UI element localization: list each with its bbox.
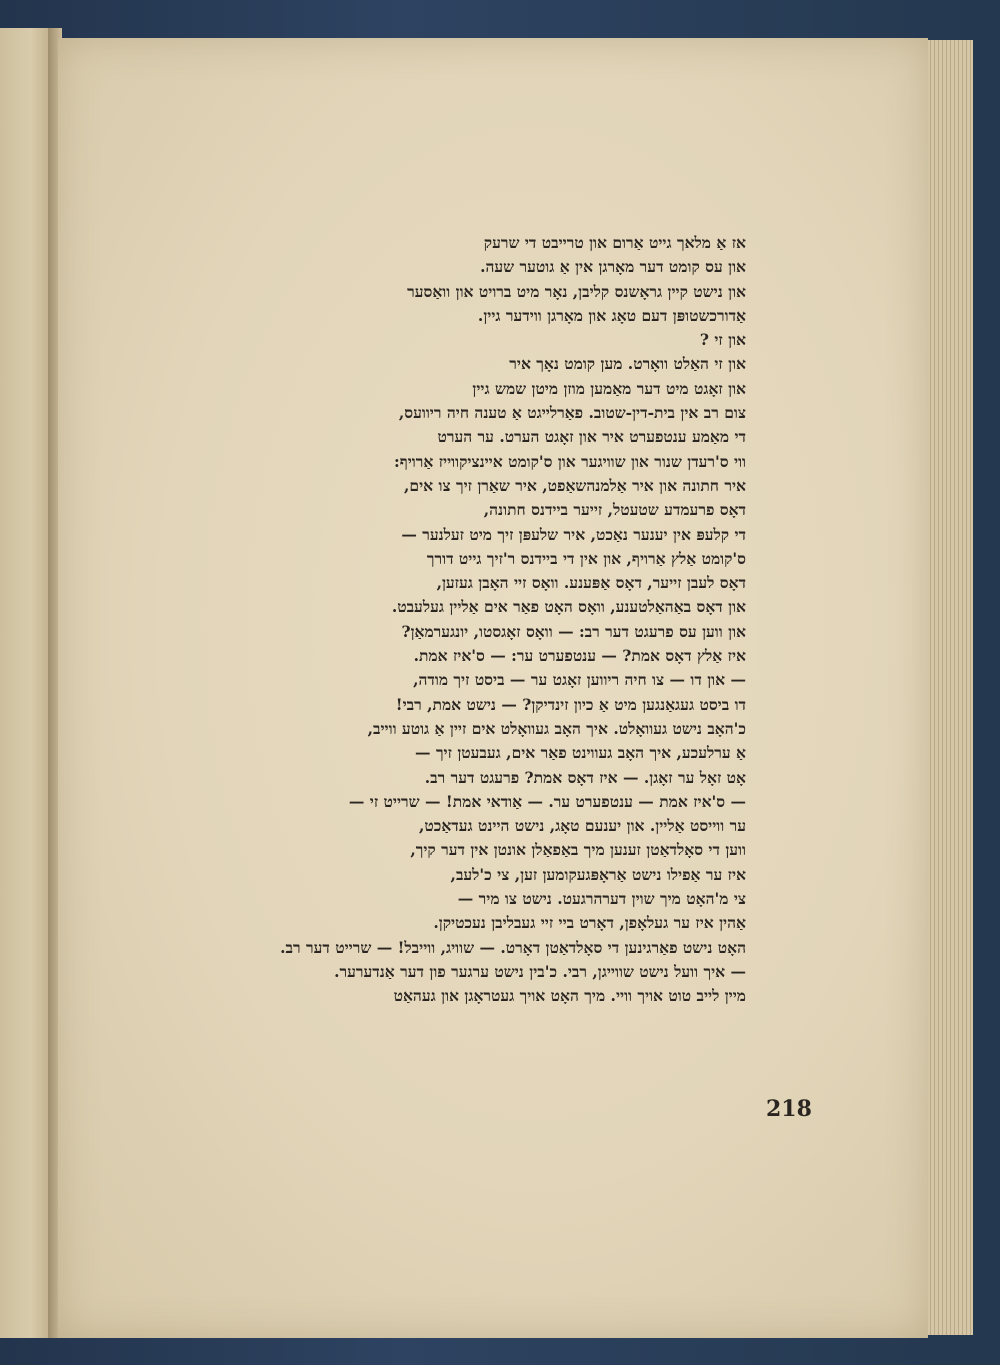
text-line: אַדורכשטופּן דעם טאָג און מאָרגן ווידער גיין.: [477, 305, 746, 325]
left-page-edge: [0, 28, 54, 1338]
text-line: דאָס פרעמדע שטעטל, זייער ביידנס חתונה,: [483, 500, 746, 520]
poem-text-block: [246, 231, 746, 1009]
book-page: [58, 38, 928, 1338]
text-line: אָט זאָל ער זאָגן. — איז דאָס אמת? פרעגט דער רב.: [424, 767, 746, 787]
text-line: אַ ערלעכע, איך האָב געווינט פאַר אים, געבעטן זיך —: [415, 743, 746, 763]
text-line: אז אַ מלאך גייט אַרום און טרייבט די שרעק: [483, 233, 746, 252]
text-line: און נישט קיין גראָשנס קליבן, נאָר מיט ברויט און וואַסער: [407, 281, 746, 301]
text-line: צי מ'האָט מיך שוין דערהרגעט. נישט צו מיר —: [457, 889, 746, 909]
text-line: די קלעפּ אין יענער נאַכט, איר שלעפּן זיך מיט זעלנער —: [401, 524, 746, 544]
text-line: — איך וועל נישט שווייגן, רבי. כ'בין נישט ערגער פון דער אַנדערער.: [334, 961, 746, 981]
text-line: צום רב אין בית-דין-שטוב. פאַרלייגט אַ טענה חיה ריוועס,: [398, 403, 746, 423]
text-line: כ'האָב נישט געוואָלט. איך האָב געוואָלט אים זיין אַ גוטע ווייב,: [367, 718, 746, 738]
text-line: די מאַמע ענטפערט איר און זאָגט הערט. ער הערט: [437, 427, 746, 447]
text-line: און ווען עס פרעגט דער רב: — וואָס זאָגסטו, יונגערמאַן?: [401, 621, 746, 641]
text-line: — און דו — צו חיה ריווען זאָגט ער — ביסט זיך מודה,: [413, 670, 746, 690]
text-line: דו ביסט געגאַנגען מיט אַ כיון זינדיקן? — נישט אמת, רבי!: [395, 694, 746, 714]
page-number: 218: [766, 1096, 812, 1122]
text-line: און דאָס באַהאַלטענע, וואָס האָט פאַר אים אַליין געלעבט.: [391, 597, 746, 617]
text-line: איז ער אַפילו נישט אַראָפּגעקומען זען, צי כ'לעב,: [450, 864, 746, 884]
text-line: ווען די סאָלדאַטן זענען מיך באַפאַלן אונטן אין דער קיך,: [410, 840, 746, 860]
text-line: און זי האַלט וואָרט. מען קומט נאָך איר: [509, 354, 746, 374]
text-line: ווי ס'רעדן שנור און שוויגער און ס'קומט איינציקווייז אַרויף:: [393, 451, 746, 471]
text-line: איר חתונה און איר אַלמנהשאַפט, איר שאַרן זיך צו אים,: [404, 475, 746, 495]
text-line: — ס'איז אמת — ענטפערט ער. — אַודאי אמת! — שרייט זי —: [348, 791, 746, 811]
text-line: מיין לייב טוט אויך וויי. מיך האָט אויך געטראָגן און געהאַט: [393, 986, 746, 1006]
text-line: ס'קומט אַלץ אַרויף, און אין די ביידנס ר'זיך גייט דורך: [426, 548, 746, 568]
text-line: און עס קומט דער מאָרגן אין אַ גוטער שעה.: [480, 257, 746, 277]
text-line: און זאָגט מיט דער מאַמען מוזן מיטן שמש גיין: [472, 378, 746, 398]
text-line: האָט נישט פאַרגינען די סאָלדאַטן דאָרט. — שוויג, ווייבל! — שרייט דער רב.: [280, 937, 746, 957]
text-line: דאָס לעבן זייער, דאָס אַפּענע. וואָס זיי האָבן געזען,: [436, 573, 746, 593]
text-line: און זי ?: [699, 330, 746, 350]
text-line: איז אַלץ דאָס אמת? — ענטפערט ער: — ס'איז אמת.: [413, 646, 746, 666]
text-line: ער ווייסט אַליין. און יענעם טאָג, נישט היינט געדאַכט,: [418, 816, 746, 836]
text-line: אַהין איז ער געלאָפן, דאָרט ביי זיי געבליבן נעכטיקן.: [433, 913, 746, 933]
